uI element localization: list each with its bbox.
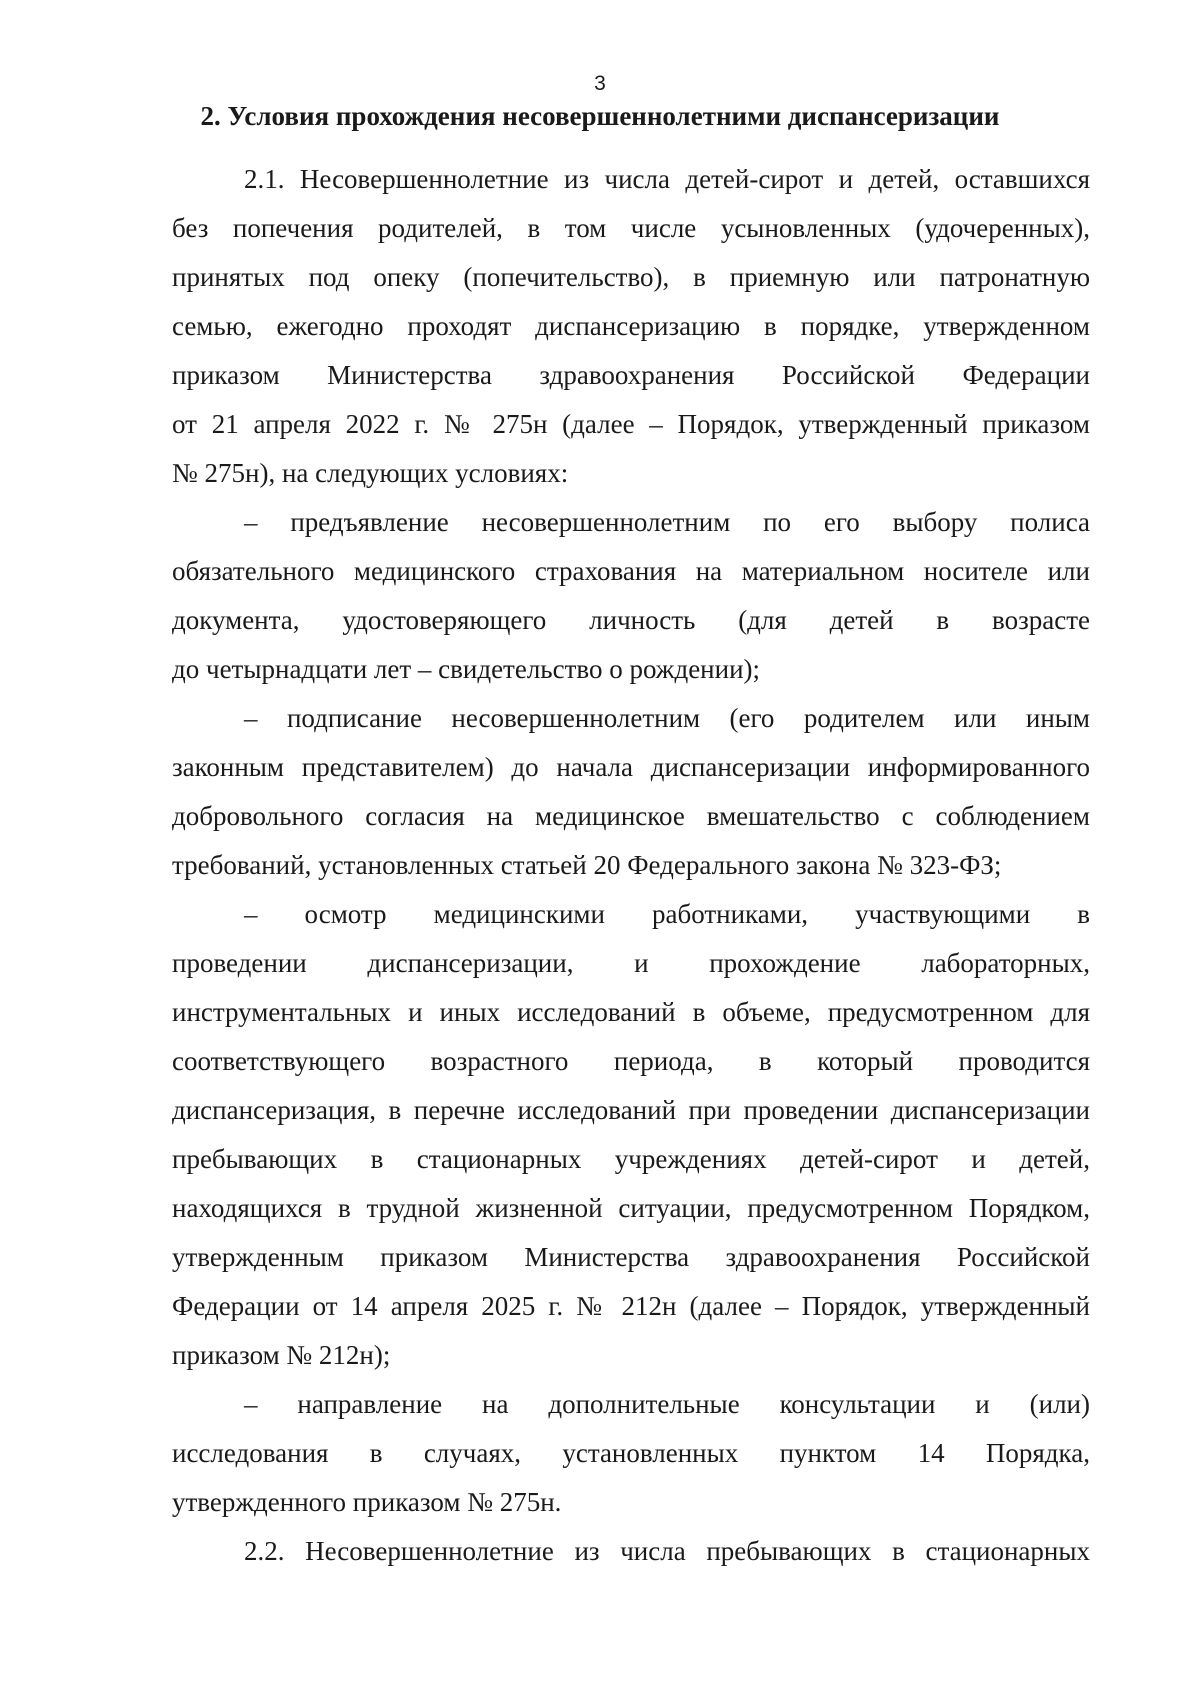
list-item-referral [172, 1386, 1090, 1533]
text-line: 2.1. Несовершеннолетние из числа детей-сирот и детей, оставшихся [244, 164, 1090, 194]
list-item-examination [172, 896, 1090, 1386]
paragraph-2-2 [172, 1533, 1090, 1582]
text-line: соответствующего возрастного периода, в который проводится [172, 1046, 1090, 1076]
text-line: утвержденным приказом Министерства здравоохранения Российской [172, 1242, 1090, 1272]
document-body [172, 161, 1090, 1582]
section-title: 2. Условия прохождения несовершеннолетними диспансеризации [200, 101, 1000, 131]
text-line: от 21 апреля 2022 г. № 275н (далее – Порядок, утвержденный приказом [172, 409, 1090, 439]
text-line: требований, установленных статьей 20 Федерального закона № 323-ФЗ; [172, 850, 1002, 880]
text-line: пребывающих в стационарных учреждениях детей-сирот и детей, [172, 1144, 1090, 1174]
list-item-policy [172, 504, 1090, 700]
text-line: приказом № 212н); [172, 1340, 391, 1370]
text-line: находящихся в трудной жизненной ситуации, предусмотренном Порядком, [172, 1193, 1090, 1223]
text-line: до четырнадцати лет – свидетельство о рождении); [172, 654, 761, 684]
text-line: проведении диспансеризации, и прохождение лабораторных, [172, 948, 1090, 978]
text-line: – предъявление несовершеннолетним по его выбору полиса [244, 507, 1090, 537]
text-line: приказом Министерства здравоохранения Российской Федерации [172, 360, 1090, 390]
text-line: обязательного медицинского страхования на материальном носителе или [172, 556, 1090, 586]
text-line: инструментальных и иных исследований в объеме, предусмотренном для [172, 997, 1090, 1027]
text-line: диспансеризация, в перечне исследований при проведении диспансеризации [172, 1095, 1090, 1125]
text-line: без попечения родителей, в том числе усыновленных (удочеренных), [172, 213, 1090, 243]
paragraph-2-1 [172, 161, 1090, 504]
list-item-consent [172, 700, 1090, 896]
text-line: добровольного согласия на медицинское вмешательство с соблюдением [172, 801, 1090, 831]
text-line: документа, удостоверяющего личность (для детей в возрасте [172, 605, 1090, 635]
text-line: принятых под опеку (попечительство), в приемную или патронатную [172, 262, 1090, 292]
text-line: – подписание несовершеннолетним (его родителем или иным [244, 703, 1090, 733]
text-line: исследования в случаях, установленных пунктом 14 Порядка, [172, 1438, 1090, 1468]
text-line: законным представителем) до начала диспансеризации информированного [172, 752, 1090, 782]
text-line: 2.2. Несовершеннолетние из числа пребывающих в стационарных [244, 1536, 1090, 1566]
text-line: семью, ежегодно проходят диспансеризацию в порядке, утвержденном [172, 311, 1090, 341]
text-line: – осмотр медицинскими работниками, участвующими в [244, 899, 1090, 929]
page-number: 3 [594, 72, 606, 95]
text-line: – направление на дополнительные консультации и (или) [244, 1389, 1090, 1419]
text-line: утвержденного приказом № 275н. [172, 1487, 562, 1517]
text-line: № 275н), на следующих условиях: [172, 458, 569, 488]
text-line: Федерации от 14 апреля 2025 г. № 212н (далее – Порядок, утвержденный [172, 1291, 1090, 1321]
